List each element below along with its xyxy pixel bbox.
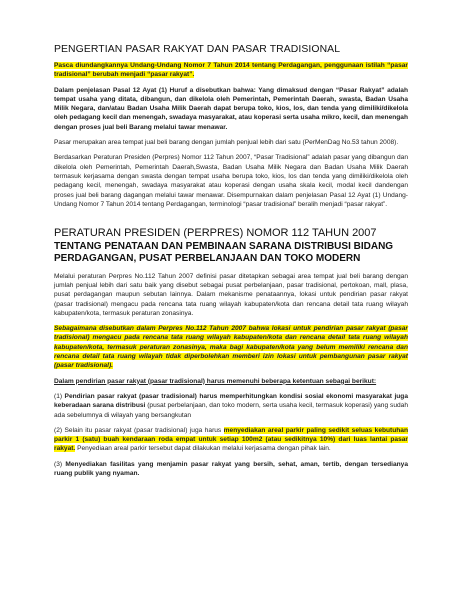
section-title-perpres — [54, 227, 408, 266]
requirement-item-2: (2) Selain itu pasar rakyat (pasar tradisional) juga harus menyediakan areal parkir paling sedikit seluas kebutuhan parkir 1 (satu) buah kendaraan roda empat untuk setiap 100m2 (atau sedikitnya 10%) dari luas lantai pasar rakyat. Penyediaan areal parkir tersebut dapat dilakukan melalui kerjasama dengan pihak lain. — [54, 426, 408, 453]
highlighted-text: Sebagaimana disebutkan dalam Perpres No.112 Tahun 2007 bahwa lokasi untuk pendirian pasar rakyat (pasar tradisional) mengacu pada rencana tata ruang wilayah kabupaten/kota dan rencana detail tata ruang wilayah kabupaten/kota, termasuk peraturan zonasinya, maka bagi kabupaten/kota yang belum memiliki rencana dan rencana detail tata ruang wilayah tidak diperbolehkan memberi izin lokasi untuk pembangunan pasar rakyat (pasar tradisional). — [54, 325, 408, 370]
requirement-item-3: (3) Menyediakan fasilitas yang menjamin pasar rakyat yang bersih, sehat, aman, tertib, dengan tersedianya ruang publik yang nyaman. — [54, 460, 408, 477]
section-title-rest: TENTANG PENATAAN DAN PEMBINAAN SARANA DISTRIBUSI BIDANG PERDAGANGAN, PUSAT PERBELANJAAN DAN TOKO MODERN — [54, 240, 394, 265]
requirement-item-1: (1) Pendirian pasar rakyat (pasar tradisional) harus memperhitungkan kondisi sosial ekonomi masyarakat juga keberadaan sarana distribusi (pusat perbelanjaan, dan toko modern, serta usaha kecil, termasuk koperasi) yang sudah ada sebelumnya di wilayah yang bersangkutan — [54, 392, 409, 419]
paragraph-highlight-intro — [54, 61, 408, 80]
highlighted-text: Pasca diundangkannya Undang-Undang Nomor 7 Tahun 2014 tentang Perdagangan, penggunaan istilah “pasar tradisional” berubah menjadi “pasar rakyat”. — [54, 62, 408, 79]
paragraph-definition-pasar-rakyat: Dalam penjelasan Pasal 12 Ayat (1) Huruf a disebutkan bahwa: Yang dimaksud dengan “Pasar Rakyat” adalah tempat usaha yang ditata, dibangun, dan dikelola oleh Pemerintah, Pemerintah Daerah, swasta, Badan Usaha Milik Negara, dan/atau Badan Usaha Milik Daerah dapat berupa toko, kios, los, dan tenda yang dimiliki/dikelola oleh pedagang kecil dan menengah, swadaya masyarakat, atau koperasi serta usaha mikro, kecil, dan menengah dengan proses jual beli Barang melalui tawar menawar. — [54, 86, 408, 131]
highlighted-text: menyediakan areal parkir paling sedikit seluas kebutuhan parkir 1 (satu) buah kendaraan roda empat untuk setiap 100m2 (atau sedikitnya 10%) dari luas lantai pasar rakyat. — [54, 426, 408, 453]
paragraph-requirements-intro: Dalam pendirian pasar rakyat (pasar tradisional) harus memenuhi beberapa ketentuan sebagai berikut: — [54, 377, 377, 385]
spacer — [54, 215, 408, 227]
paragraph-definition-pasar: Pasar merupakan area tempat jual beli barang dengan jumlah penjual lebih dari satu (PerMenDag No.53 tahun 2008). — [54, 139, 399, 147]
section-title-main: PERATURAN PRESIDEN (PERPRES) NOMOR 112 TAHUN 2007 — [54, 227, 377, 240]
paragraph-perpres-location: Melalui peraturan Perpres No.112 Tahun 2007 definisi pasar ditetapkan sebagai area tempat jual beli barang dengan jumlah penjual lebih dari satu baik yang disebut sebagai pusat perbelanjaan, pasar tradisional, pertokoan, mall, plasa, pusat perdagangan maupun sebutan lainnya. Dalam mekanisme penataannya, lokasi untuk pendirian pasar rakyat (pasar tradisional) mengacu pada rencana tata ruang wilayah kabupaten/kota dan rencana detail tata ruang wilayah kabupaten/kota, termasuk peraturan zonasinya. — [54, 272, 408, 317]
paragraph-perpres-definition: Berdasarkan Peraturan Presiden (Perpres) Nomor 112 Tahun 2007, “Pasar Tradisional” adalah pasar yang dibangun dan dikelola oleh Pemerintah, Pemerintah Daerah,Swasta, Badan Usaha Milik Negara dan Badan Usaha Milik Daerah termasuk kerjasama dengan swasta dengan tempat usaha berupa toko, kios, los dan tenda yang dimiliki/dikelola oleh pedagang kecil, menengah, swadaya masyarakat atau koperasi dengan usaha skala kecil, modal kecil dandengan proses jual beli barang dagangan melalui tawar menawar. Disempurnakan dalam penjelasan Pasal 12 Ayat (1) Undang-Undang Nomor 7 Tahun 2014 tentang Perdagangan, terminologi “pasar tradisional” beralih menjadi “pasar rakyat”. — [54, 154, 408, 208]
section-title-pengertian: PENGERTIAN PASAR RAKYAT DAN PASAR TRADISIONAL — [54, 44, 341, 55]
paragraph-highlight-location — [54, 324, 408, 370]
